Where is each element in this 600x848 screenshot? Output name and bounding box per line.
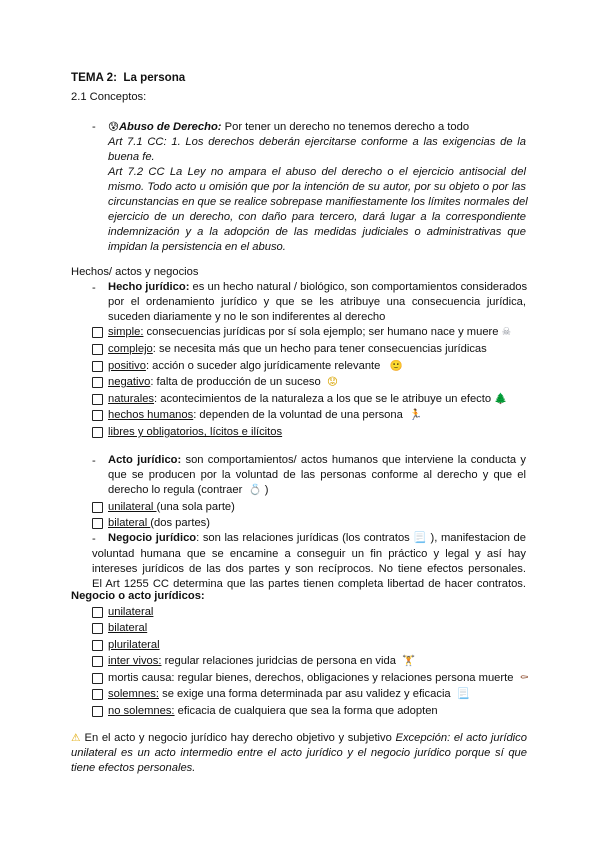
- hecho-juridico: [108, 280, 526, 325]
- art-7-2: [108, 165, 526, 255]
- art-7-2-line: impidan la persistencia en el abuso.: [108, 241, 286, 253]
- list-item: plurilateral: [108, 639, 160, 651]
- tema-label: TEMA 2:: [71, 71, 117, 84]
- scroll-icon: 📃: [413, 532, 427, 544]
- skull-icon: ☠: [501, 326, 512, 338]
- warning-icon: ⚠: [71, 732, 81, 744]
- page-title: [71, 70, 185, 86]
- list-item: bilateral (dos partes): [108, 517, 210, 529]
- art-7-2-line: indemnización y a la adopción de las medidas judiciales o administrativas que: [108, 226, 526, 238]
- list-item: inter vivos: regular relaciones juridcias de persona en vida 🏋: [108, 655, 416, 667]
- checkbox[interactable]: [92, 623, 103, 634]
- acto-term: Acto jurídico:: [108, 454, 182, 466]
- list-item: no solemnes: eficacia de cualquiera que sea la forma que adopten: [108, 705, 438, 717]
- list-item: bilateral: [108, 622, 148, 634]
- list-item: simple: consecuencias jurídicas por sí sola ejemplo; ser humano nace y muere ☠: [108, 326, 512, 338]
- art-7-1-line: buena fe.: [108, 151, 155, 163]
- weightlifter-icon: 🏋: [402, 655, 416, 667]
- subheading: 2.1 Conceptos:: [71, 91, 147, 103]
- checkbox[interactable]: [92, 427, 103, 438]
- list-item: unilateral (una sola parte): [108, 501, 235, 513]
- art-7-2-line: ejercicio de un derecho, con daño para tercero, dará lugar a la correspondiente: [108, 211, 526, 223]
- checkbox[interactable]: [92, 673, 103, 684]
- hecho-line: es un hecho natural / biológico, son comportamientos considerados: [189, 281, 528, 293]
- negocio-line: El Art 1255 CC determina que las partes tienen completa libertad de hacer contratos.: [92, 578, 526, 590]
- ring-icon: 💍: [248, 484, 262, 496]
- list-item: hechos humanos: dependen de la voluntad de una persona 🏃: [108, 409, 423, 421]
- list-item: unilateral: [108, 606, 154, 618]
- list-item: negativo: falta de producción de un suceso 😟: [108, 376, 338, 388]
- list-item: naturales: acontecimientos de la naturaleza a los que se le atribuye un efecto 🌲: [108, 393, 508, 405]
- art-7-2-line: circunstancias en que se realice sobrepase manifiestamente los límites normales del: [108, 196, 528, 208]
- list-item: positivo: acción o suceder algo jurídicamente relevante 🙂: [108, 360, 403, 372]
- tree-icon: 🌲: [494, 393, 508, 405]
- abuso-text: Por tener un derecho no tenemos derecho a todo: [224, 121, 470, 133]
- acto-line: que se producen por la voluntad de las personas conforme al derecho y que el: [108, 469, 526, 481]
- bullet-dash: -: [92, 282, 96, 294]
- list-item: solemnes: se exige una forma determinada par asu validez y eficacia 📃: [108, 688, 470, 700]
- checkbox[interactable]: [92, 344, 103, 355]
- bullet-dash: -: [92, 455, 96, 467]
- anxious-face-icon: 😰: [108, 121, 119, 133]
- acto-juridico: Acto jurídico: son comportamientos/ actos humanos que interviene la conducta y que se producen por la voluntad de las personas conforme al derecho y que el derecho lo regula (contraer 💍 ): [108, 454, 526, 496]
- art-7-1: [108, 135, 526, 165]
- checkbox[interactable]: [92, 518, 103, 529]
- hecho-line: suceden diariamente y no le son indiferentes al derecho: [108, 311, 386, 323]
- hechos-title: Hechos/ actos y negocios: [71, 266, 199, 278]
- acto-line: derecho lo regula (contraer: [108, 484, 243, 496]
- negocio-juridico: Negocio jurídico: son las relaciones jurídicas (los contratos 📃 ), manifestacion de: [108, 532, 527, 544]
- checkbox[interactable]: [92, 377, 103, 388]
- art-7-2-line: Art 7.2 CC La Ley no ampara el abuso del derecho o el ejercicio antisocial del: [108, 166, 526, 178]
- list-item: mortis causa: regular bienes, derechos, obligaciones y relaciones persona muerte ⚰: [108, 672, 529, 684]
- acto-line: son comportamientos/ actos humanos que interviene la conducta y: [181, 454, 526, 466]
- tema-title: La persona: [123, 71, 186, 84]
- negocio-body: [92, 547, 526, 592]
- list-item: complejo: se necesita más que un hecho para tener consecuencias jurídicas: [108, 343, 487, 355]
- checkbox[interactable]: [92, 410, 103, 421]
- bullet-dash: -: [92, 533, 96, 545]
- negocio-term: Negocio jurídico: [108, 532, 197, 544]
- art-7-2-line: mismo. Todo acto u omisión que por la intención de su autor, por su objeto o por las: [108, 181, 526, 193]
- art-7-1-line: Art 7.1 CC: 1. Los derechos deberán ejercitarse conforme a las exigencias de la: [108, 136, 526, 148]
- negocio-title: Negocio o acto jurídicos:: [71, 590, 205, 602]
- checkbox[interactable]: [92, 656, 103, 667]
- coffin-icon: ⚰: [519, 672, 529, 684]
- scroll-icon: 📃: [456, 688, 470, 700]
- bullet-dash: -: [92, 121, 96, 133]
- runner-icon: 🏃: [409, 409, 423, 421]
- checkbox[interactable]: [92, 394, 103, 405]
- checkbox[interactable]: [92, 706, 103, 717]
- hecho-line: por el ordenamiento jurídico y que se les atribuye una consecuencia jurídica,: [108, 296, 526, 308]
- checkbox[interactable]: [92, 327, 103, 338]
- smiling-face-icon: 🙂: [389, 360, 403, 372]
- worried-face-icon: 😟: [326, 376, 338, 388]
- abuso-line: [108, 119, 469, 135]
- checkbox[interactable]: [92, 640, 103, 651]
- checkbox[interactable]: [92, 502, 103, 513]
- checkbox[interactable]: [92, 607, 103, 618]
- note: ⚠ En el acto y negocio jurídico hay derecho objetivo y subjetivo Excepción: el acto jurídico unilateral es un acto intermedio entre el acto jurídico y el negocio jurídico porque sí que tiene efectos personales.: [71, 732, 527, 774]
- note-line: tiene efectos personales.: [71, 762, 196, 774]
- hecho-term: Hecho jurídico:: [108, 281, 190, 293]
- checkbox[interactable]: [92, 689, 103, 700]
- note-line: unilateral es un acto intermedio entre el acto jurídico y el negocio jurídico porque sí que: [71, 747, 527, 759]
- abuso-term: Abuso de Derecho:: [118, 121, 222, 133]
- negocio-line: voluntad humana que se encamine a conseguir un fin práctico y legal y así hay: [92, 548, 526, 560]
- negocio-line: intereses jurídicos de las dos partes y son recíprocos. No tiene efectos personales.: [92, 563, 526, 575]
- checkbox[interactable]: [92, 361, 103, 372]
- list-item: libres y obligatorios, lícitos e ilícitos: [108, 426, 283, 438]
